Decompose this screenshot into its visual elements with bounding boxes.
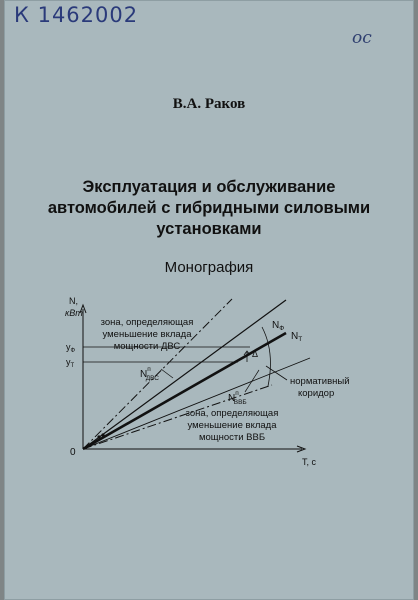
lower-zone-line-1: зона, определяющая	[185, 408, 279, 419]
upper-zone-line-1: зона, определяющая	[100, 317, 194, 328]
title-line-3: установками	[156, 220, 262, 238]
label-ndvs: $N^п$ ДВС	[140, 366, 159, 382]
upper-zone-line-2: уменьшение вклада	[102, 329, 192, 340]
corridor-line-2: коридор	[298, 388, 335, 399]
title-line-2: автомобилей с гибридными силовыми	[47, 199, 371, 217]
ray-lower-solid	[83, 358, 310, 449]
corridor-text	[290, 376, 350, 399]
lower-zone-line-2: уменьшение вклада	[187, 420, 277, 431]
book-subtitle: Монография	[164, 259, 254, 276]
upper-zone-text	[101, 317, 194, 352]
origin-label: 0	[70, 447, 76, 458]
corridor-line-1: нормативный	[290, 376, 350, 387]
upper-zone-line-3: мощности ДВС	[113, 341, 181, 352]
x-axis-label: T, c	[302, 457, 317, 467]
handwritten-mark: ос	[352, 28, 372, 48]
tick-yf: $y_Ф$	[66, 342, 76, 354]
y-axis-label-n: N,	[69, 296, 78, 306]
lower-zone-line-3: мощности ВВБ	[198, 432, 266, 443]
y-axis-label-unit: кВт	[65, 308, 83, 318]
author-name: В.А. Раков	[172, 96, 246, 112]
tick-yt: $y_T$	[66, 357, 75, 369]
label-nvvb: $N^п$ ВВБ	[228, 390, 247, 406]
library-stamp: К 1462002	[14, 3, 139, 27]
title-line-1: Эксплуатация и обслуживание	[82, 178, 336, 196]
label-nf: $N_Ф$	[272, 320, 285, 332]
delta-label: Δ	[252, 349, 259, 359]
lower-zone-text	[186, 408, 279, 443]
label-nt: $N_T$	[291, 331, 303, 343]
